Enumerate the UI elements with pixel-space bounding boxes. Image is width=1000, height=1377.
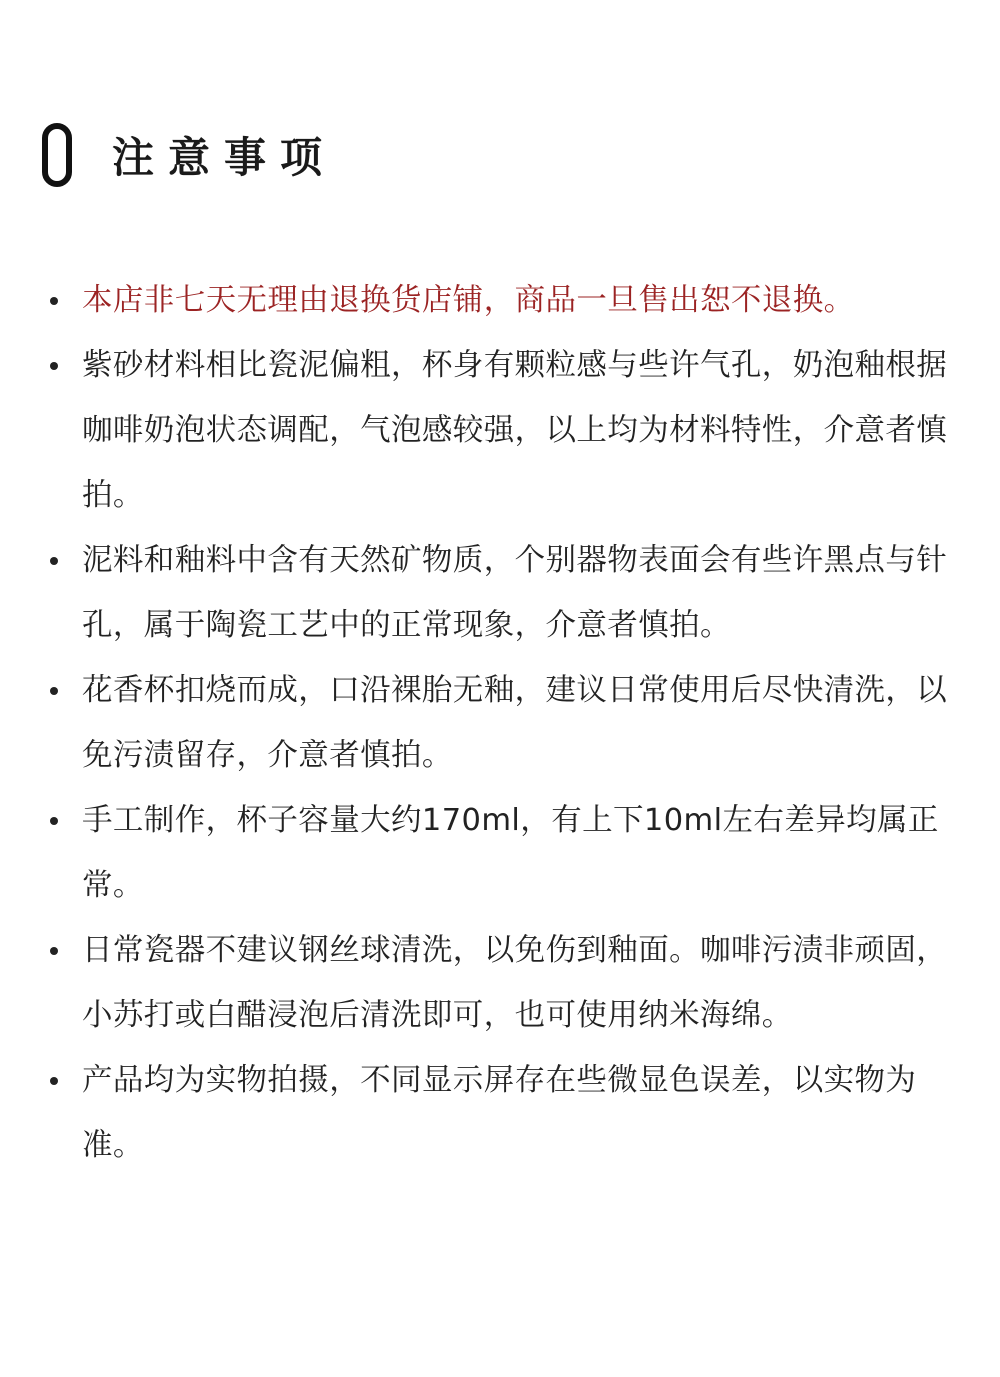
note-item bbox=[0, 788, 1000, 918]
note-item bbox=[0, 268, 1000, 333]
bullet-icon bbox=[50, 1077, 58, 1085]
note-text: 紫砂材料相比瓷泥偏粗，杯身有颗粒感与些许气孔，奶泡釉根据咖啡奶泡状态调配，气泡感较强，以上均为材料特性，介意者慎拍。 bbox=[82, 348, 948, 513]
note-item bbox=[0, 528, 1000, 658]
note-text: 泥料和釉料中含有天然矿物质，个别器物表面会有些许黑点与针孔，属于陶瓷工艺中的正常现象，介意者慎拍。 bbox=[82, 543, 948, 643]
note-text: 产品均为实物拍摄，不同显示屏存在些微显色误差，以实物为准。 bbox=[82, 1063, 917, 1163]
notes-list bbox=[0, 268, 1000, 1178]
note-item bbox=[0, 333, 1000, 528]
note-item bbox=[0, 658, 1000, 788]
bullet-icon bbox=[50, 557, 58, 565]
bullet-icon bbox=[50, 687, 58, 695]
bullet-icon bbox=[50, 362, 58, 370]
bullet-icon bbox=[50, 297, 58, 305]
header-zero-mark-icon bbox=[42, 123, 72, 187]
section-header bbox=[42, 122, 336, 188]
page-title: 注意事项 bbox=[112, 133, 337, 182]
bullet-icon bbox=[50, 947, 58, 955]
bullet-icon bbox=[50, 817, 58, 825]
note-text: 本店非七天无理由退换货店铺，商品一旦售出恕不退换。 bbox=[82, 283, 855, 318]
note-item bbox=[0, 918, 1000, 1048]
note-text: 花香杯扣烧而成，口沿裸胎无釉，建议日常使用后尽快清洗，以免污渍留存，介意者慎拍。 bbox=[82, 673, 948, 773]
note-text: 日常瓷器不建议钢丝球清洗，以免伤到釉面。咖啡污渍非顽固，小苏打或白醋浸泡后清洗即可，也可使用纳米海绵。 bbox=[82, 933, 948, 1033]
note-item bbox=[0, 1048, 1000, 1178]
note-text: 手工制作，杯子容量大约170ml，有上下10ml左右差异均属正常。 bbox=[82, 803, 939, 903]
